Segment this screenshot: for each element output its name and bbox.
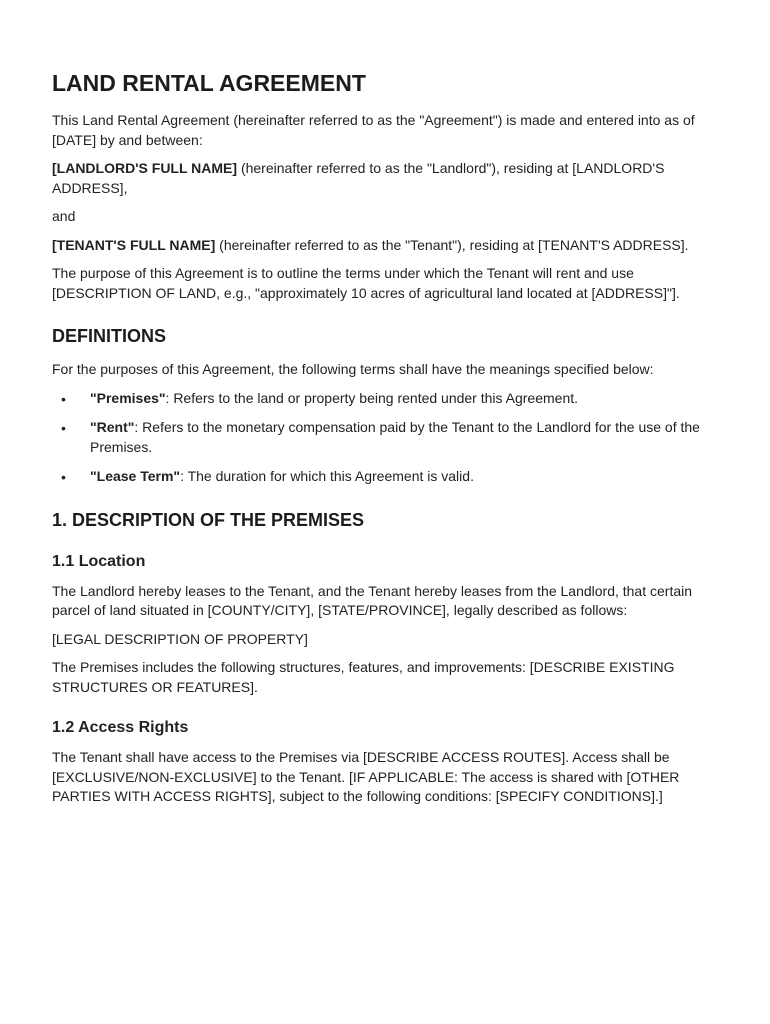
definitions-list [52, 389, 718, 487]
definition-item-rent [52, 418, 718, 457]
location-heading: 1.1 Location [52, 552, 146, 570]
tenant-name: [TENANT'S FULL NAME] [52, 236, 216, 253]
definition-term: "Premises" [90, 389, 166, 406]
and-paragraph: and [52, 208, 76, 224]
intro-paragraph: This Land Rental Agreement (hereinafter referred to as the "Agreement") is made and entered into as of [DATE] by and between: [52, 112, 695, 148]
location-paragraph-1: The Landlord hereby leases to the Tenant, and the Tenant hereby leases from the Landlord, that certain parcel of land situated in [COUNTY/CITY], [STATE/PROVINCE], legally described as follows: [52, 582, 693, 618]
definition-term: "Lease Term" [90, 468, 181, 484]
section-1-heading: 1. DESCRIPTION OF THE PREMISES [52, 509, 365, 530]
definitions-intro: For the purposes of this Agreement, the following terms shall have the meanings specified below: [52, 361, 654, 377]
landlord-name: [LANDLORD'S FULL NAME] [52, 160, 238, 176]
definition-term: "Rent" [90, 419, 135, 435]
document-title: LAND RENTAL AGREEMENT [52, 70, 366, 96]
definitions-heading: DEFINITIONS [52, 326, 167, 346]
access-rights-paragraph: The Tenant shall have access to the Premises via [DESCRIBE ACCESS ROUTES]. Access shall be [EXCLUSIVE/NON-EXCLUSIVE] to the Tenant. [IF APPLICABLE: The access is shared with [OTHER PARTIES WITH ACCESS RIGHTS], subject to the following conditions: [SPECIFY CONDITIONS].] [52, 749, 680, 804]
bullet-icon: • [61, 390, 66, 407]
definition-item-lease-term [52, 467, 718, 487]
landlord-paragraph [52, 159, 718, 198]
access-rights-heading: 1.2 Access Rights [52, 719, 189, 736]
definition-text: : Refers to the land or property being rented under this Agreement. [165, 389, 579, 406]
landlord-details: (hereinafter referred to as the "Landlord"), residing at [LANDLORD'S ADDRESS], [52, 160, 665, 196]
location-paragraph-3: The Premises includes the following structures, features, and improvements: [DESCRIBE EXISTING STRUCTURES OR FEATURES]. [52, 659, 675, 695]
tenant-details: (hereinafter referred to as the "Tenant"), residing at [TENANT'S ADDRESS]. [215, 236, 689, 253]
tenant-paragraph [52, 236, 718, 256]
definition-text: : The duration for which this Agreement is valid. [180, 468, 474, 484]
definition-item-premises [52, 389, 718, 409]
legal-description-paragraph: [LEGAL DESCRIPTION OF PROPERTY] [52, 630, 308, 647]
definition-text: : Refers to the monetary compensation paid by the Tenant to the Landlord for the use of the Premises. [90, 419, 700, 455]
bullet-icon: • [61, 469, 66, 485]
bullet-icon: • [61, 420, 66, 436]
purpose-paragraph: The purpose of this Agreement is to outline the terms under which the Tenant will rent and use [DESCRIPTION OF LAND, e.g., "approximately 10 acres of agricultural land located at [ADDRESS]"]. [52, 265, 680, 301]
